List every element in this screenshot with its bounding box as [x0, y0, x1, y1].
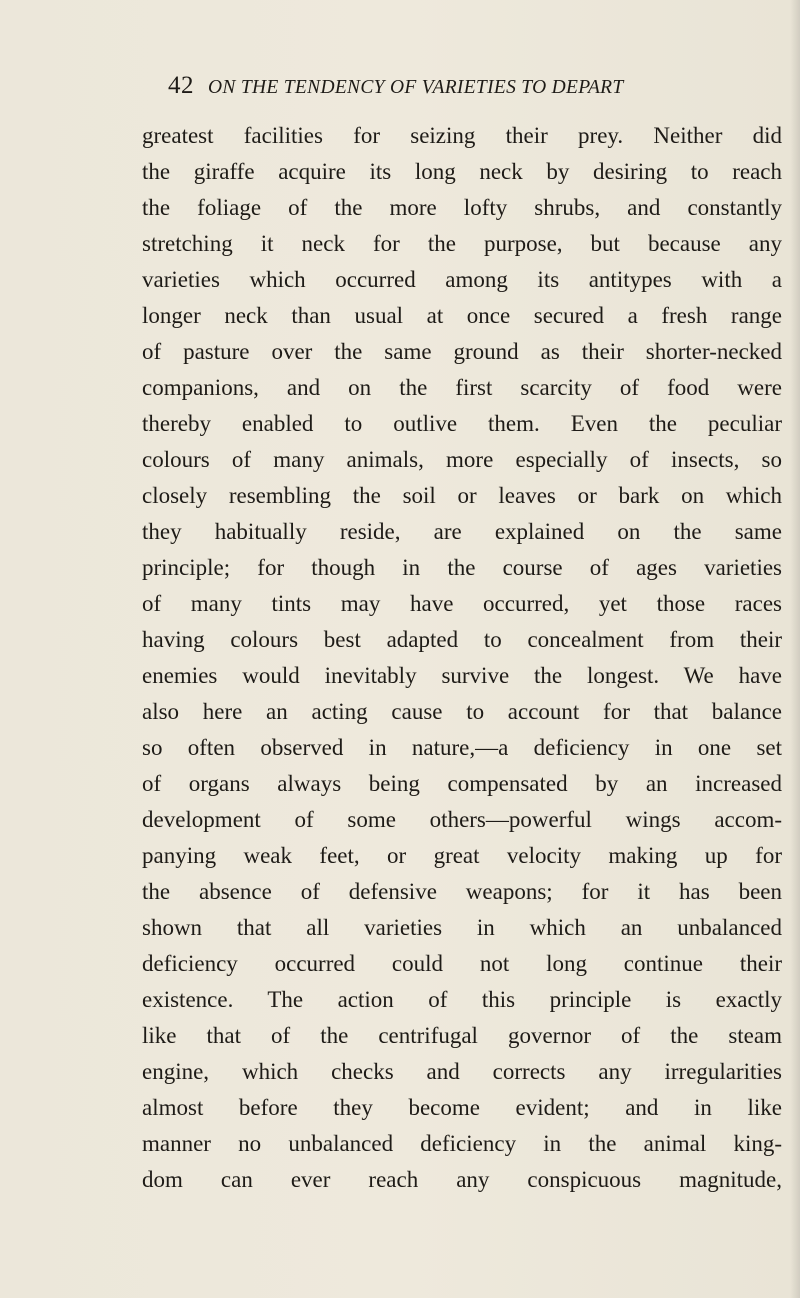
text-line: having colours best adapted to concealment from their	[142, 627, 782, 652]
text-line: greatest facilities for seizing their prey. Neither did	[142, 123, 782, 148]
text-line: thereby enabled to outlive them. Even the peculiar	[142, 411, 782, 436]
page-number: 42	[168, 72, 194, 99]
text-line: enemies would inevitably survive the longest. We have	[142, 663, 782, 688]
text-line: so often observed in nature,—a deficiency in one set	[142, 735, 782, 760]
text-line: principle; for though in the course of ages varieties	[142, 555, 782, 580]
text-line: almost before they become evident; and in like	[142, 1095, 782, 1120]
text-line: colours of many animals, more especially of insects, so	[142, 447, 782, 472]
text-line: stretching it neck for the purpose, but because any	[142, 231, 782, 256]
text-line: the absence of defensive weapons; for it has been	[142, 879, 782, 904]
text-line: of organs always being compensated by an increased	[142, 771, 782, 796]
text-line: panying weak feet, or great velocity making up for	[142, 843, 782, 868]
text-line: shown that all varieties in which an unbalanced	[142, 915, 782, 940]
text-line: the foliage of the more lofty shrubs, and constantly	[142, 195, 782, 220]
text-line: deficiency occurred could not long continue their	[142, 951, 782, 976]
running-head	[168, 72, 768, 108]
text-line: development of some others—powerful wings accom-	[142, 807, 782, 832]
text-line: they habitually reside, are explained on the same	[142, 519, 782, 544]
text-line: also here an acting cause to account for that balance	[142, 699, 782, 724]
text-line: of many tints may have occurred, yet those races	[142, 591, 782, 616]
text-line: engine, which checks and corrects any irregularities	[142, 1059, 782, 1084]
page-edge-shadow	[790, 0, 800, 1298]
text-line: longer neck than usual at once secured a fresh range	[142, 303, 782, 328]
body-text	[142, 118, 782, 1198]
text-line: closely resembling the soil or leaves or bark on which	[142, 483, 782, 508]
text-line: companions, and on the first scarcity of food were	[142, 375, 782, 400]
running-head-title: ON THE TENDENCY OF VARIETIES TO DEPART	[208, 77, 624, 98]
text-line: existence. The action of this principle is exactly	[142, 987, 782, 1012]
text-line: varieties which occurred among its antitypes with a	[142, 267, 782, 292]
text-line: the giraffe acquire its long neck by desiring to reach	[142, 159, 782, 184]
text-line: like that of the centrifugal governor of the steam	[142, 1023, 782, 1048]
text-line: dom can ever reach any conspicuous magnitude,	[142, 1167, 782, 1192]
text-line: of pasture over the same ground as their shorter-necked	[142, 339, 782, 364]
text-line: manner no unbalanced deficiency in the animal king-	[142, 1131, 782, 1156]
